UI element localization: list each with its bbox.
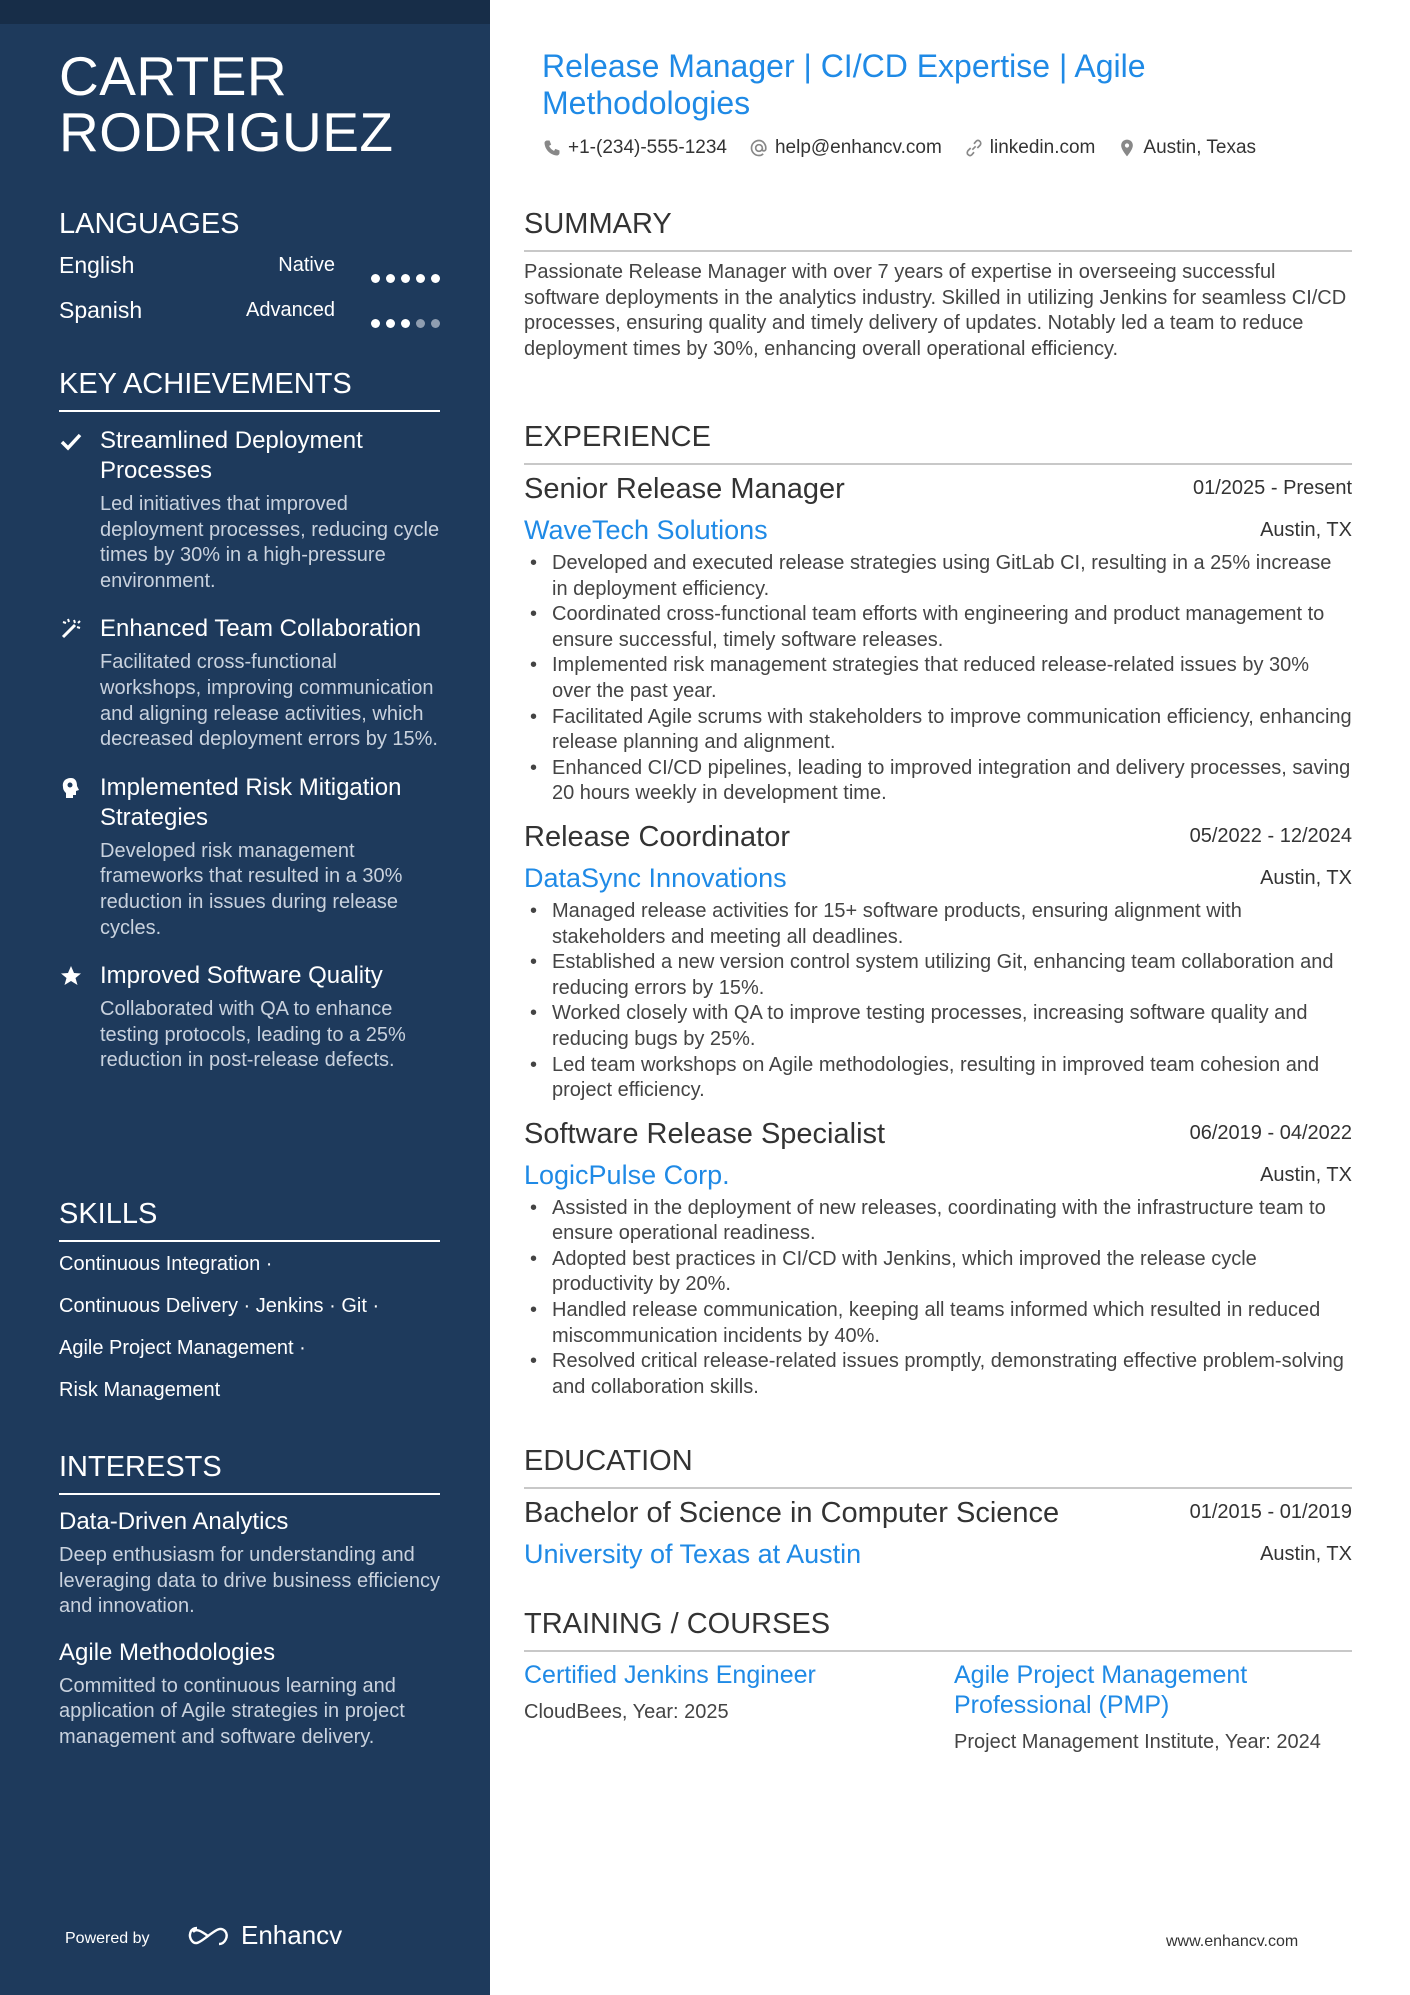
achievement-item: [59, 773, 440, 941]
language-rating: [365, 307, 440, 334]
education-location: Austin, TX: [1260, 1543, 1352, 1565]
enhancv-brand-text: Enhancv: [241, 1920, 343, 1950]
education-header: [524, 1495, 1352, 1533]
training-title: TRAINING / COURSES: [524, 1606, 1352, 1652]
job-title: Senior Release Manager: [524, 473, 845, 505]
first-name: CARTER: [59, 45, 288, 107]
job-company: WaveTech Solutions: [524, 515, 768, 545]
brain-icon: [59, 776, 85, 802]
languages-section: [59, 206, 440, 332]
language-level: Advanced: [246, 299, 335, 321]
training-item-title: Certified Jenkins Engineer: [524, 1661, 816, 1689]
training-item: [954, 1660, 1334, 1756]
bullet-item: • Led team workshops on Agile methodologies, resulting in improved team cohesion and project efficiency.: [524, 1053, 1352, 1104]
job-subheader: [524, 857, 1352, 897]
link-icon: [964, 138, 984, 158]
contact-text: +1-(234)-555-1234: [568, 137, 727, 158]
experience-title: EXPERIENCE: [524, 419, 1352, 465]
summary-section: [524, 206, 1352, 362]
contact-phone[interactable]: [542, 137, 727, 159]
summary-title: SUMMARY: [524, 206, 1352, 252]
training-item-desc: Project Management Institute, Year: 2024: [954, 1731, 1321, 1753]
sidebar: [0, 0, 490, 1995]
language-name: English: [59, 252, 135, 278]
interests-title: INTERESTS: [59, 1449, 440, 1495]
interest-item: [59, 1638, 440, 1751]
skill-line: Continuous Delivery · Jenkins · Git ·: [59, 1295, 380, 1317]
job-company: DataSync Innovations: [524, 862, 787, 893]
job-bullets: [524, 1196, 1352, 1401]
footer-site[interactable]: www.enhancv.com: [1166, 1933, 1299, 1950]
achievement-title: Streamlined Deployment Processes: [100, 427, 363, 484]
job-title: Software Release Specialist: [524, 1117, 886, 1150]
phone-icon: [542, 138, 562, 158]
job-subheader: [524, 509, 1352, 549]
training-grid: [524, 1660, 1352, 1810]
contact-linkedin[interactable]: [964, 137, 1096, 159]
training-item: [524, 1660, 904, 1726]
bullet-item: • Managed release activities for 15+ software products, ensuring alignment with stakeholders and meeting all deadlines.: [524, 899, 1352, 950]
language-row-english: [59, 242, 440, 287]
contact-location[interactable]: [1117, 137, 1256, 159]
achievement-desc: Facilitated cross-functional workshops, improving communication and aligning release activities, which decreased deployment errors by 15%.: [100, 651, 438, 751]
education-subheader: [524, 1533, 1352, 1573]
job-location: Austin, TX: [1260, 1163, 1352, 1186]
bullet-item: • Developed and executed release strategies using GitLab CI, resulting in a 25% increase in deployment efficiency.: [524, 551, 1352, 602]
enhancv-logo[interactable]: [185, 1920, 342, 1951]
interests-section: [59, 1449, 440, 1751]
bullet-item: • Established a new version control system utilizing Git, enhancing team collaboration and reducing errors by 15%.: [524, 950, 1352, 1001]
bullet-item: • Handled release communication, keeping all teams informed which resulted in reduced miscommunication incidents by 40%.: [524, 1298, 1352, 1349]
job-header: [524, 471, 1352, 509]
job-bullets: [524, 551, 1352, 807]
skill-line: Continuous Integration ·: [59, 1253, 273, 1275]
job-entry: [524, 1116, 1352, 1401]
job-subheader: [524, 1154, 1352, 1194]
contact-email[interactable]: [749, 137, 942, 159]
contact-text: linkedin.com: [989, 137, 1096, 158]
training-section: [524, 1606, 1352, 1810]
achievement-title: Enhanced Team Collaboration: [100, 615, 422, 643]
job-location: Austin, TX: [1260, 866, 1352, 889]
languages-title: LANGUAGES: [59, 208, 240, 240]
achievement-item: [59, 426, 440, 594]
contact-text: help@enhancv.com: [774, 137, 942, 158]
bullet-item: • Adopted best practices in CI/CD with Jenkins, which improved the release cycle productivity by 20%.: [524, 1247, 1352, 1298]
achievement-desc: Collaborated with QA to enhance testing protocols, leading to a 25% reduction in post-release defects.: [100, 998, 406, 1072]
achievement-desc: Led initiatives that improved deployment processes, reducing cycle times by 30% in a high-pressure environment.: [100, 493, 440, 592]
job-header: [524, 1116, 1352, 1154]
skills-section: [59, 1196, 440, 1403]
achievement-title: Implemented Risk Mitigation Strategies: [100, 773, 402, 831]
achievements-section: [59, 366, 440, 1074]
skills-list: [59, 1252, 440, 1403]
bullet-item: • Implemented risk management strategies that reduced release-related issues by 30% over the past year.: [524, 653, 1352, 704]
bullet-item: • Resolved critical release-related issues promptly, demonstrating effective problem-solving and collaboration skills.: [524, 1349, 1352, 1400]
magic-wand-icon: [59, 617, 85, 643]
job-entry: [524, 471, 1352, 807]
interest-desc: Committed to continuous learning and application of Agile strategies in project management and software delivery.: [59, 1674, 405, 1748]
interest-title: Data-Driven Analytics: [59, 1508, 289, 1535]
interest-title: Agile Methodologies: [59, 1638, 276, 1666]
job-entry: [524, 819, 1352, 1104]
location-icon: [1117, 138, 1137, 158]
language-rating: [365, 262, 440, 289]
training-item-desc: CloudBees, Year: 2025: [524, 1701, 729, 1723]
job-bullets: [524, 899, 1352, 1104]
bullet-item: • Facilitated Agile scrums with stakeholders to improve communication efficiency, enhancing release planning and alignment.: [524, 705, 1352, 756]
achievement-title: Improved Software Quality: [100, 962, 383, 990]
education-degree: Bachelor of Science in Computer Science: [524, 1497, 1060, 1529]
interest-desc: Deep enthusiasm for understanding and leveraging data to drive business efficiency and innovation.: [59, 1544, 440, 1618]
job-header: [524, 819, 1352, 857]
education-entry: [524, 1495, 1352, 1573]
powered-by-label: Powered by: [65, 1930, 150, 1947]
achievement-desc: Developed risk management frameworks that resulted in a 30% reduction in issues during release cycles.: [100, 839, 403, 939]
achievements-title: KEY ACHIEVEMENTS: [59, 366, 440, 412]
bullet-item: • Coordinated cross-functional team efforts with engineering and product management to ensure successful, timely software releases.: [524, 602, 1352, 653]
language-level: Native: [278, 254, 335, 276]
candidate-name: [59, 45, 459, 163]
education-date: 01/2015 - 01/2019: [1189, 1501, 1352, 1523]
contact-bar: [542, 137, 1256, 159]
skills-title: SKILLS: [59, 1196, 440, 1242]
experience-section: [524, 419, 1352, 1400]
job-title: Release Coordinator: [524, 820, 790, 853]
contact-text: Austin, Texas: [1143, 137, 1257, 158]
summary-text: Passionate Release Manager with over 7 years of expertise in overseeing successful software deployments in the analytics industry. Skilled in utilizing Jenkins for seamless CI/CD processes, ensuring quality and timely delivery of updates. Notably led a team to reduce deployment times by 30%, enhancing overall operational efficiency.: [524, 261, 1347, 360]
bullet-item: • Enhanced CI/CD pipelines, leading to improved integration and delivery processes, saving 20 hours weekly in development time.: [524, 756, 1352, 807]
bullet-item: • Worked closely with QA to improve testing processes, increasing software quality and reducing bugs by 25%.: [524, 1001, 1352, 1052]
job-location: Austin, TX: [1260, 519, 1352, 541]
job-date: 05/2022 - 12/2024: [1189, 824, 1352, 847]
job-date: 06/2019 - 04/2022: [1189, 1121, 1352, 1144]
education-title: EDUCATION: [524, 1443, 1352, 1489]
bullet-item: • Assisted in the deployment of new releases, coordinating with the infrastructure team to ensure operational readiness.: [524, 1196, 1352, 1247]
education-school: University of Texas at Austin: [524, 1539, 862, 1569]
skill-line: Risk Management: [59, 1379, 221, 1401]
enhancv-logo-icon: [185, 1924, 231, 1948]
achievement-item: [59, 961, 440, 1074]
skill-line: Agile Project Management ·: [59, 1337, 306, 1359]
checkmark-icon: [59, 429, 85, 455]
headline: Release Manager | CI/CD Expertise | Agile Methodologies: [542, 48, 1146, 121]
interest-item: [59, 1507, 440, 1620]
language-row-spanish: [59, 287, 440, 332]
achievement-item: [59, 614, 440, 752]
job-company: LogicPulse Corp.: [524, 1159, 730, 1190]
language-name: Spanish: [59, 297, 143, 323]
at-icon: [749, 138, 769, 158]
star-icon: [59, 964, 85, 990]
job-date: 01/2025 - Present: [1193, 477, 1352, 499]
sidebar-top-strip: [0, 0, 490, 24]
training-item-title: Agile Project Management Professional (PMP): [954, 1661, 1248, 1719]
last-name: RODRIGUEZ: [59, 101, 394, 163]
education-section: [524, 1443, 1352, 1573]
